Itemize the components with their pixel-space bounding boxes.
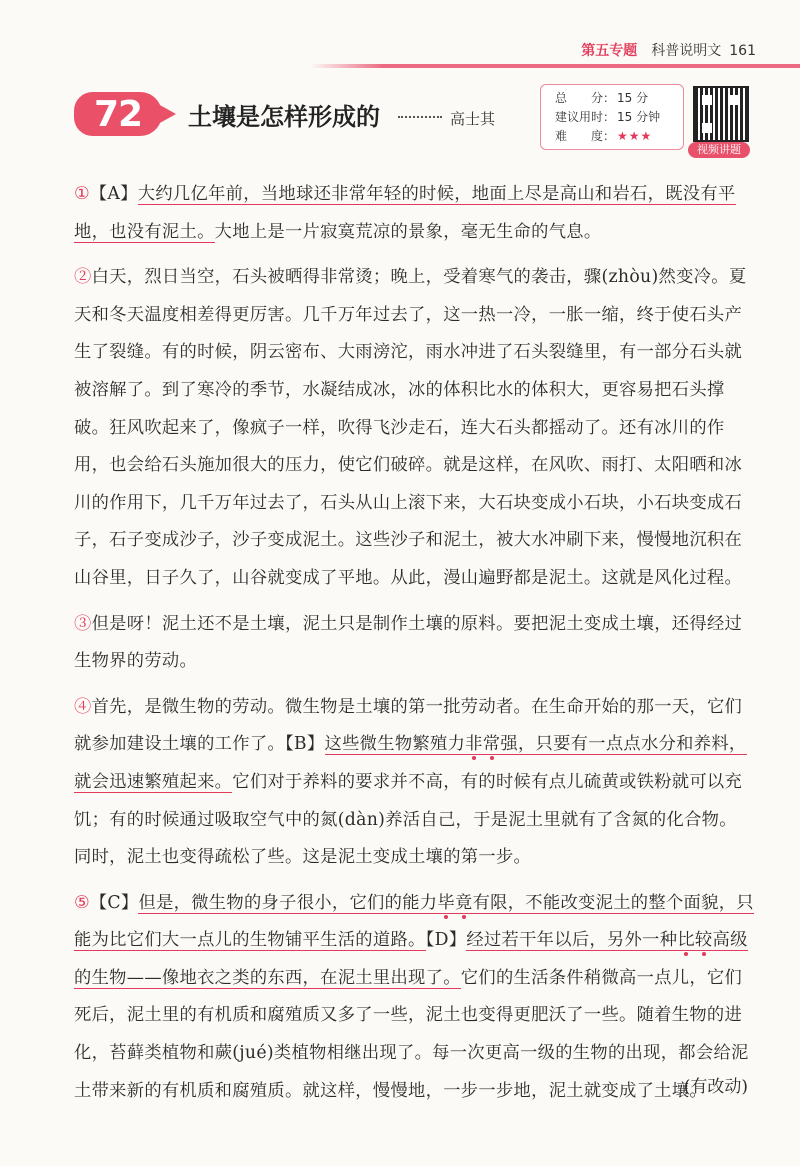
difficulty-row <box>555 127 683 146</box>
article-title: 土壤是怎样形成的 <box>188 103 380 131</box>
paragraph-4 <box>74 689 754 877</box>
sentence-b-part-1: 这些微生物繁殖力 <box>324 734 466 755</box>
marker-a: 【A】 <box>89 184 138 204</box>
dotted-word-b <box>465 734 500 754</box>
sentence-d-part-2: 高级的生物——像地衣之类的东西，在泥土里出现了。 <box>74 930 748 988</box>
underlined-sentence-a: 大约几亿年前，当地球还非常年轻的时候，地面上尽是高山和岩石，既没有平地，也没有泥土。 <box>74 184 736 242</box>
dotted-char: 非 <box>465 734 483 755</box>
sentence-b-part-2: 强，只要有一点点水分和养料，就会迅速繁殖起来。 <box>74 734 747 792</box>
time-label: 建议用时： <box>555 110 616 124</box>
dotted-char: 常 <box>482 734 501 755</box>
marker-d: 【D】 <box>425 930 467 951</box>
marker-c: 【C】 <box>89 892 139 913</box>
paragraph-text: 首先，是微生物的劳动。微生物是土壤的第一批劳动者。在生命开始的那一天，它们就参加建设土壤的工作了。 <box>74 696 743 755</box>
marker-b: 【B】 <box>284 734 325 755</box>
paragraph-text: 它们对于养料的要求并不高，有的时候有点儿硫黄或铁粉就可以充饥；有的时候通过吸取空气中的氮(dàn)养活自己，于是泥土里就有了含氮的化合物。同时，泥土也变得疏松了些。这是泥土变成土壤的第一步。 <box>74 771 743 868</box>
score-value: 15 分 <box>617 91 649 105</box>
dotted-word-c <box>437 893 472 913</box>
dotted-word-d <box>677 930 712 950</box>
article-body <box>74 176 754 1118</box>
sentence-c-part-1: 但是，微生物的身子很小，它们的能力 <box>138 892 438 913</box>
score-label: 总 分： <box>555 91 616 105</box>
dotted-char: 毕 <box>437 892 455 913</box>
paragraph-text: 但是呀！泥土还不是土壤，泥土只是制作土壤的原料。要把泥土变成土壤，还得经过生物界的劳动。 <box>74 613 743 672</box>
lesson-number: 72 <box>93 93 143 135</box>
paragraph-3 <box>74 606 754 681</box>
dotted-char: 较 <box>694 930 713 951</box>
paragraph-text: 白天，烈日当空，石头被晒得非常烫；晚上，受着寒气的袭击，骤(zhòu)然变冷。夏天和冬天温度相差得更厉害。几千万年过去了，这一热一冷，一胀一缩，终于使石头产生了裂缝。有的时候，阴云密布、大雨滂沱，雨水冲进了石头裂缝里，有一部分石头就被溶解了。到了寒冷的季节，水凝结成冰，冰的体积比水的体积大，更容易把石头撑破。狂风吹起来了，像疯子一样，吹得飞沙走石，连大石头都摇动了。还有冰川的作用，也会给石头施加很大的压力，使它们破碎。就是这样，在风吹、雨打、太阳晒和冰川的作用下，几千万年过去了，石头从山上滚下来，大石块变成小石块，小石块变成石子，石子变成沙子，沙子变成泥土。这些沙子和泥土，被大水冲刷下来，慢慢地沉积在山谷里，日子久了，山谷就变成了平地。从此，漫山遍野都是泥土。这就是风化过程。 <box>74 267 747 588</box>
paragraph-number: ② <box>74 267 92 288</box>
sentence-d-part-1: 经过若干年以后，另外一种 <box>466 930 678 951</box>
lesson-number-badge <box>74 92 162 136</box>
paragraph-number: ④ <box>74 696 92 717</box>
paragraph-text: 大地上是一片寂寞荒凉的景象，毫无生命的气息。 <box>214 221 602 242</box>
source-note: (有改动) <box>683 1077 748 1097</box>
dotted-char: 竟 <box>454 892 473 913</box>
time-row <box>555 108 683 127</box>
paragraph-number: ⑤ <box>74 892 90 913</box>
paragraph-2 <box>74 259 754 597</box>
video-explanation-button[interactable]: 视频讲题 <box>688 142 750 158</box>
paragraph-text: 它们的生活条件稍微高一点儿，它们死后，泥土里的有机质和腐殖质又多了一些，泥土也变得更肥沃了一些。随着生物的进化，苔藓类植物和蕨(jué)类植物相继出现了。每一次更高一级的生物的出现，都会给泥土带来新的有机质和腐殖质。就这样，慢慢地，一步一步地，泥土就变成了土壤。 <box>74 967 749 1101</box>
header-rule <box>310 64 800 68</box>
difficulty-stars: ★★★ <box>617 129 653 143</box>
info-box <box>540 84 684 150</box>
score-row <box>555 89 683 108</box>
paragraph-5 <box>74 885 754 1111</box>
title-leader-dots <box>398 116 442 118</box>
paragraph-number: ① <box>74 184 90 204</box>
category-label: 科普说明文 <box>651 43 722 59</box>
topic-label: 第五专题 <box>581 43 638 59</box>
dotted-char: 比 <box>677 930 695 951</box>
sentence-c-part-2: 有限，不能改变泥土的整个面貌，只能为比它们大一点儿的生物铺平生活的道路。 <box>74 892 754 951</box>
difficulty-label: 难 度： <box>555 129 616 143</box>
qr-code-icon[interactable] <box>693 86 749 142</box>
paragraph-1 <box>74 176 754 251</box>
article-author: 高士其 <box>450 110 496 128</box>
page-number: 161 <box>729 43 756 59</box>
paragraph-number: ③ <box>74 613 92 634</box>
time-value: 15 分钟 <box>617 110 661 124</box>
running-header <box>581 40 756 60</box>
